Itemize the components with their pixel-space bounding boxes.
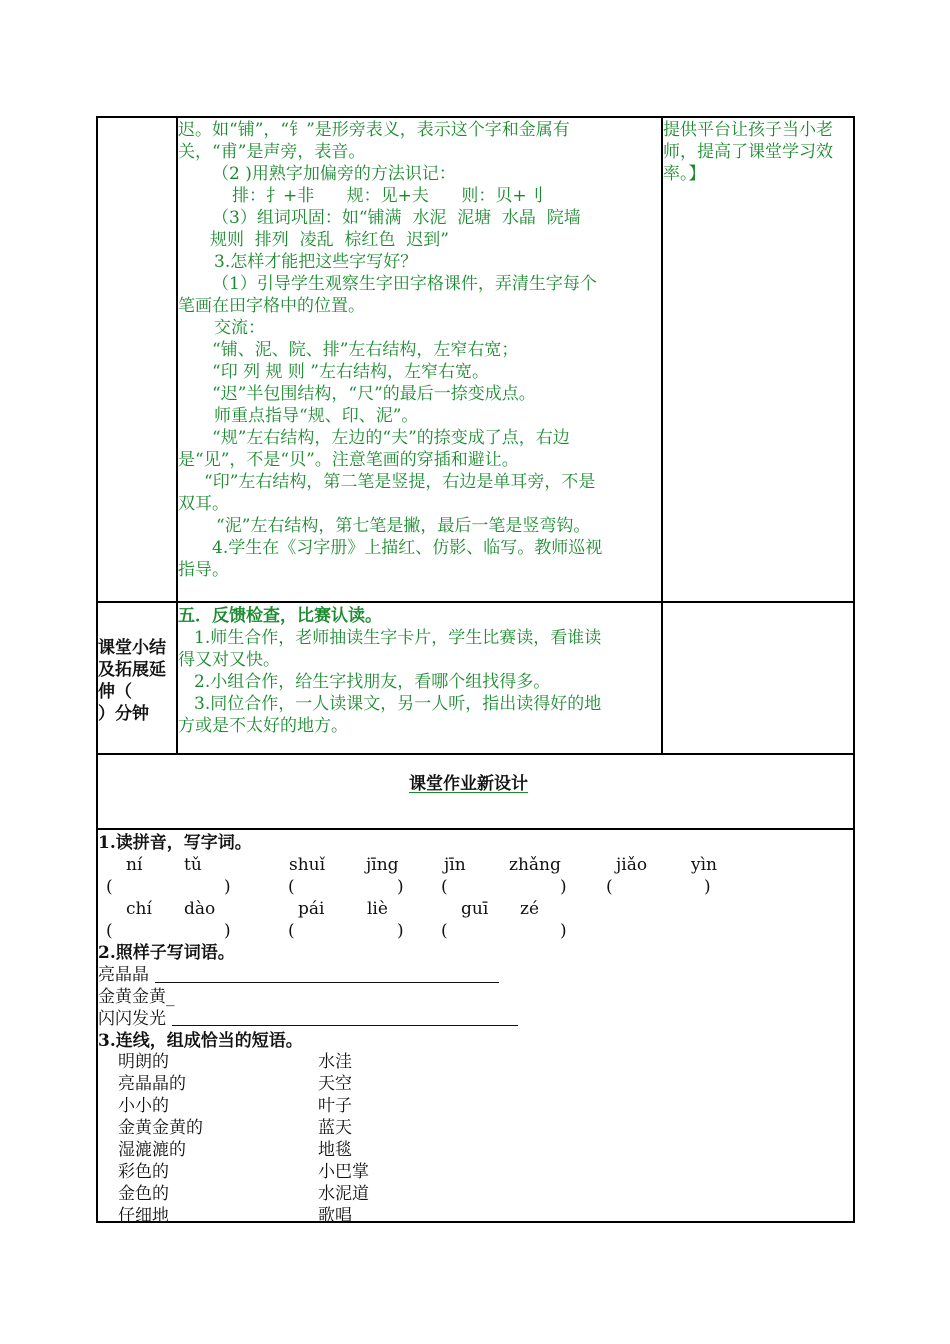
text-line: “印”左右结构，第二笔是竖提，右边是单耳旁，不是 — [204, 472, 596, 492]
row-divider-2 — [96, 753, 855, 755]
text-line: 4.学生在《习字册》上描红、仿影、临写。教师巡视 — [212, 538, 603, 558]
table-right-border — [853, 116, 855, 1222]
answer-paren[interactable]: ) — [704, 877, 711, 897]
answer-paren[interactable]: ( — [106, 921, 113, 941]
text-line: 3.怎样才能把这些字写好？ — [214, 252, 418, 272]
side-note-line: 提供平台让孩子当小老 — [663, 120, 833, 140]
col-divider-2 — [661, 116, 663, 754]
text-line: （2 )用熟字加偏旁的方法识记： — [212, 164, 456, 184]
pinyin: jiǎo — [616, 855, 648, 875]
text-line: 交流： — [214, 318, 265, 338]
match-right-item[interactable]: 地毯 — [318, 1140, 352, 1160]
row-divider-1 — [96, 601, 855, 603]
pinyin: guī — [461, 899, 489, 919]
match-left-item[interactable]: 明朗的 — [118, 1052, 169, 1072]
table-bottom-border — [96, 1221, 855, 1223]
text-line: 双耳。 — [178, 494, 229, 514]
pinyin: ní — [126, 855, 143, 875]
q2-example: 闪闪发光 — [98, 1009, 166, 1029]
match-right-item[interactable]: 歌唱 — [318, 1206, 352, 1226]
text-line: 指导。 — [178, 560, 229, 580]
side-note-line: 率。】 — [663, 164, 706, 184]
match-right-item[interactable]: 叶子 — [318, 1096, 352, 1116]
row-divider-3 — [96, 828, 855, 830]
summary-line: 方或是不太好的地方。 — [178, 716, 348, 736]
answer-paren[interactable]: ) — [397, 921, 404, 941]
answer-paren[interactable]: ( — [441, 921, 448, 941]
summary-line: 2.小组合作，给生字找朋友，看哪个组找得多。 — [194, 672, 551, 692]
answer-paren[interactable]: ( — [106, 877, 113, 897]
text-line: “铺、泥、院、排”左右结构，左窄右宽； — [212, 340, 519, 360]
answer-line[interactable] — [155, 982, 499, 983]
summary-line: 3.同位合作，一人读课文，另一人听，指出读得好的地 — [194, 694, 602, 714]
table-top-border — [96, 116, 855, 118]
match-left-item[interactable]: 小小的 — [118, 1096, 169, 1116]
text-line: 是“见”，不是“贝”。注意笔画的穿插和避让。 — [178, 450, 519, 470]
summary-label-line: ）分钟 — [98, 704, 149, 724]
answer-paren[interactable]: ) — [560, 921, 567, 941]
answer-paren[interactable]: ) — [397, 877, 404, 897]
text-line: 规则 排列 凌乱 棕红色 迟到” — [210, 230, 449, 250]
pinyin: shuǐ — [289, 855, 326, 875]
text-line: （3）组词巩固：如“铺满 水泥 泥塘 水晶 院墙 — [212, 208, 581, 228]
q1-heading: 1.读拼音，写字词。 — [98, 833, 252, 853]
q2-example: 金黄金黄_ — [98, 987, 175, 1007]
pinyin: liè — [367, 899, 388, 919]
match-left-item[interactable]: 湿漉漉的 — [118, 1140, 186, 1160]
text-line: 迟。如“铺”，“钅”是形旁表义，表示这个字和金属有 — [178, 120, 570, 140]
summary-line: 1.师生合作，老师抽读生字卡片，学生比赛读，看谁读 — [194, 628, 602, 648]
answer-paren[interactable]: ( — [288, 877, 295, 897]
text-line: “泥”左右结构，第七笔是撇，最后一笔是竖弯钩。 — [216, 516, 591, 536]
match-right-item[interactable]: 水洼 — [318, 1052, 352, 1072]
q3-heading: 3.连线，组成恰当的短语。 — [98, 1031, 303, 1051]
pinyin: yìn — [691, 855, 717, 875]
pinyin: chí — [126, 899, 152, 919]
q2-heading: 2.照样子写词语。 — [98, 943, 235, 963]
summary-heading: 五．反馈检查，比赛认读。 — [178, 606, 382, 626]
answer-paren[interactable]: ( — [606, 877, 613, 897]
text-line: 排：扌+非 规：见+夫 则：贝+刂 — [232, 186, 544, 206]
match-right-item[interactable]: 小巴掌 — [318, 1162, 369, 1182]
summary-label-line: 伸（ — [98, 682, 132, 702]
answer-paren[interactable]: ) — [224, 877, 231, 897]
answer-paren[interactable]: ( — [441, 877, 448, 897]
pinyin: tǔ — [184, 855, 202, 875]
answer-paren[interactable]: ) — [560, 877, 567, 897]
answer-paren[interactable]: ) — [224, 921, 231, 941]
pinyin: jīn — [444, 855, 466, 875]
text-line: 关，“甫”是声旁，表音。 — [178, 142, 366, 162]
match-left-item[interactable]: 彩色的 — [118, 1162, 169, 1182]
text-line: “规”左右结构，左边的“夫”的捺变成了点，右边 — [212, 428, 570, 448]
match-left-item[interactable]: 金色的 — [118, 1184, 169, 1204]
match-right-item[interactable]: 蓝天 — [318, 1118, 352, 1138]
summary-label-line: 课堂小结 — [98, 638, 166, 658]
match-right-item[interactable]: 天空 — [318, 1074, 352, 1094]
text-line: “印 列 规 则 ”左右结构，左窄右宽。 — [212, 362, 489, 382]
match-left-item[interactable]: 金黄金黄的 — [118, 1118, 203, 1138]
summary-line: 得又对又快。 — [178, 650, 280, 670]
side-note-line: 师，提高了课堂学习效 — [663, 142, 833, 162]
text-line: 笔画在田字格中的位置。 — [178, 296, 365, 316]
match-right-item[interactable]: 水泥道 — [318, 1184, 369, 1204]
text-line: “迟”半包围结构，“尺”的最后一捺变成点。 — [212, 384, 536, 404]
answer-line[interactable] — [172, 1025, 518, 1026]
match-left-item[interactable]: 亮晶晶的 — [118, 1074, 186, 1094]
pinyin: dào — [184, 899, 216, 919]
pinyin: zhǎng — [509, 855, 561, 875]
homework-title: 课堂作业新设计 — [409, 774, 528, 794]
summary-label-line: 及拓展延 — [98, 660, 166, 680]
pinyin: jīng — [366, 855, 399, 875]
q2-example: 亮晶晶 — [98, 965, 149, 985]
match-left-item[interactable]: 仔细地 — [118, 1206, 169, 1226]
pinyin: pái — [298, 899, 325, 919]
text-line: 师重点指导“规、印、泥”。 — [214, 406, 419, 426]
answer-paren[interactable]: ( — [288, 921, 295, 941]
text-line: （1）引导学生观察生字田字格课件，弄清生字每个 — [212, 274, 597, 294]
pinyin: zé — [520, 899, 540, 919]
